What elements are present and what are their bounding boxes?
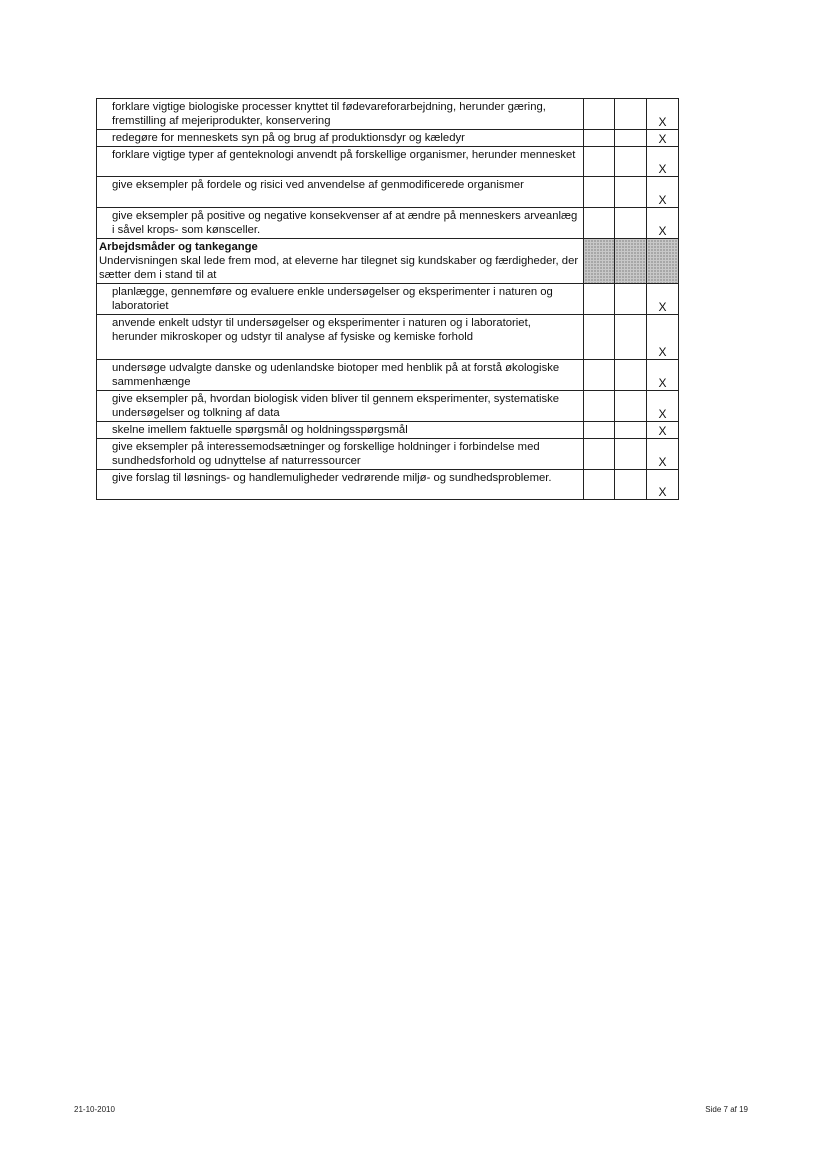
- table-row: [97, 284, 679, 315]
- competence-table: [96, 98, 679, 500]
- objective-text: give eksempler på fordele og risici ved anvendelse af genmodificerede organismer: [112, 179, 524, 191]
- check-mark-cell: X: [647, 177, 679, 208]
- table-row: [97, 147, 679, 177]
- check-cell-2: [615, 130, 647, 147]
- objective-cell: [97, 177, 584, 208]
- check-mark-cell: X: [647, 99, 679, 130]
- section-heading: Arbejdsmåder og tankegange: [99, 241, 258, 253]
- check-cell-2: [615, 99, 647, 130]
- check-cell-1: [584, 284, 615, 315]
- check-mark-cell: X: [647, 130, 679, 147]
- footer-page-number: Side 7 af 19: [705, 1105, 748, 1114]
- footer-date: 21-10-2010: [74, 1105, 115, 1114]
- table-row: [97, 130, 679, 147]
- objective-text: redegøre for menneskets syn på og brug af produktionsdyr og kæledyr: [112, 132, 465, 144]
- check-mark-cell: X: [647, 439, 679, 470]
- objective-cell: [97, 208, 584, 239]
- table-row: [97, 99, 679, 130]
- objective-text: anvende enkelt udstyr til undersøgelser og eksperimenter i naturen og i laboratoriet, herunder mikroskoper og udstyr til analyse af fysiske og kemiske forhold: [112, 317, 531, 343]
- check-cell-1: [584, 422, 615, 439]
- check-cell-1: [584, 315, 615, 360]
- check-mark-cell: X: [647, 315, 679, 360]
- check-cell-1: [584, 130, 615, 147]
- check-cell-2: [615, 147, 647, 177]
- check-mark-cell: X: [647, 422, 679, 439]
- objective-text: give forslag til løsnings- og handlemuligheder vedrørende miljø- og sundhedsproblemer.: [112, 472, 552, 484]
- check-mark-cell: X: [647, 147, 679, 177]
- shaded-cell: [647, 239, 679, 284]
- objective-cell: [97, 470, 584, 500]
- section-intro-text: Undervisningen skal lede frem mod, at eleverne har tilegnet sig kundskaber og færdigheder, der sætter dem i stand til at: [99, 255, 579, 281]
- objective-cell: [97, 391, 584, 422]
- objective-text: give eksempler på interessemodsætninger og forskellige holdninger i forbindelse med sundhedsforhold og udnyttelse af naturressourcer: [112, 441, 540, 467]
- objective-cell: [97, 422, 584, 439]
- check-cell-1: [584, 208, 615, 239]
- objective-cell: [97, 360, 584, 391]
- check-cell-1: [584, 177, 615, 208]
- shaded-cell: [584, 239, 615, 284]
- check-cell-1: [584, 470, 615, 500]
- check-mark-cell: X: [647, 208, 679, 239]
- check-mark-cell: X: [647, 284, 679, 315]
- objective-text: give eksempler på positive og negative konsekvenser af at ændre på menneskers arveanlæg i såvel krops- som kønsceller.: [112, 210, 578, 236]
- objective-cell: [97, 99, 584, 130]
- shaded-cell: [615, 239, 647, 284]
- check-mark-cell: X: [647, 360, 679, 391]
- section-header-row: [97, 239, 679, 284]
- objective-text: forklare vigtige biologiske processer knyttet til fødevareforarbejdning, herunder gæring, fremstilling af mejeriprodukter, konservering: [112, 101, 546, 127]
- table-body: [97, 99, 679, 500]
- check-cell-2: [615, 208, 647, 239]
- table-row: [97, 177, 679, 208]
- check-mark-cell: X: [647, 470, 679, 500]
- check-cell-2: [615, 284, 647, 315]
- table-row: [97, 315, 679, 360]
- section-cell: [97, 239, 584, 284]
- objective-text: undersøge udvalgte danske og udenlandske biotoper med henblik på at forstå økologiske sammenhænge: [112, 362, 560, 388]
- check-cell-2: [615, 422, 647, 439]
- check-cell-1: [584, 99, 615, 130]
- check-cell-2: [615, 439, 647, 470]
- objective-text: forklare vigtige typer af genteknologi anvendt på forskellige organismer, herunder mennesket: [112, 149, 576, 161]
- table-row: [97, 470, 679, 500]
- table-row: [97, 208, 679, 239]
- table-row: [97, 360, 679, 391]
- check-cell-1: [584, 360, 615, 391]
- objective-cell: [97, 284, 584, 315]
- table-row: [97, 391, 679, 422]
- check-mark-cell: X: [647, 391, 679, 422]
- check-cell-1: [584, 439, 615, 470]
- check-cell-2: [615, 470, 647, 500]
- table-row: [97, 422, 679, 439]
- objective-cell: [97, 315, 584, 360]
- objective-text: skelne imellem faktuelle spørgsmål og holdningsspørgsmål: [112, 424, 408, 436]
- objective-text: give eksempler på, hvordan biologisk viden bliver til gennem eksperimenter, systematiske undersøgelser og tolkning af data: [112, 393, 560, 419]
- objective-cell: [97, 439, 584, 470]
- objective-cell: [97, 130, 584, 147]
- objective-text: planlægge, gennemføre og evaluere enkle undersøgelser og eksperimenter i naturen og laboratoriet: [112, 286, 553, 312]
- check-cell-2: [615, 177, 647, 208]
- check-cell-1: [584, 391, 615, 422]
- check-cell-2: [615, 360, 647, 391]
- objective-cell: [97, 147, 584, 177]
- check-cell-1: [584, 147, 615, 177]
- check-cell-2: [615, 315, 647, 360]
- check-cell-2: [615, 391, 647, 422]
- table-row: [97, 439, 679, 470]
